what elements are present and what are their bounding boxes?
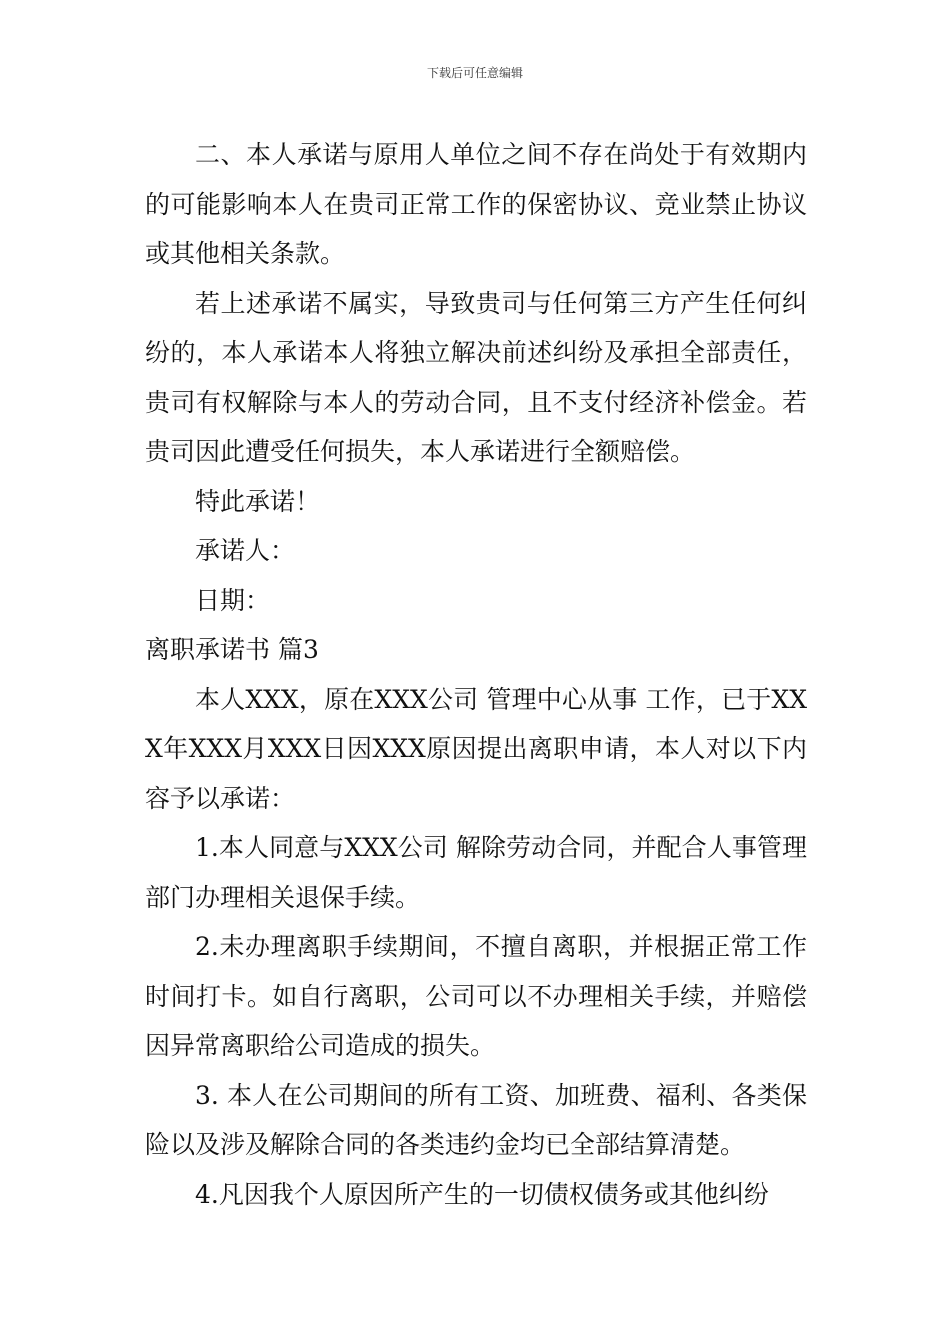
paragraph-hereby-commit: 特此承诺！ <box>195 486 321 516</box>
section-title: 离职承诺书 篇3 <box>145 635 319 664</box>
paragraph-commitment-two: 二、本人承诺与原用人单位之间不存在尚处于有效期内的可能影响本人在贵司正常工作的保密协议、竞业禁止协议或其他相关条款。 <box>145 140 807 268</box>
page-header-note: 下载后可任意编辑 <box>426 66 523 80</box>
paragraph-breach-liability: 若上述承诺不属实，导致贵司与任何第三方产生任何纠纷的，本人承诺本人将独立解决前述纠纷及承担全部责任，贵司有权解除与本人的劳动合同，且不支付经济补偿金。若贵司因此遭受任何损失，本人承诺进行全额赔偿。 <box>145 288 807 466</box>
paragraph-item-4: 4.凡因我个人原因所产生的一切债权债务或其他纠纷 <box>195 1179 769 1209</box>
paragraph-date: 日期： <box>195 585 271 615</box>
paragraph-intro: 本人XXX，原在XXX公司 管理中心从事 工作，已于XXX年XXX月XXX日因XXX原因提出离职申请，本人对以下内容予以承诺： <box>145 684 807 813</box>
paragraph-item-1: 1.本人同意与XXX公司 解除劳动合同，并配合人事管理部门办理相关退保手续。 <box>145 833 807 912</box>
paragraph-item-2: 2.未办理离职手续期间，不擅自离职，并根据正常工作时间打卡。如自行离职，公司可以不办理相关手续，并赔偿因异常离职给公司造成的损失。 <box>145 932 807 1060</box>
paragraph-signatory: 承诺人： <box>195 536 296 565</box>
document-body <box>145 130 807 1219</box>
paragraph-item-3: 3. 本人在公司期间的所有工资、加班费、福利、各类保险以及涉及解除合同的各类违约金均已全部结算清楚。 <box>145 1080 807 1159</box>
